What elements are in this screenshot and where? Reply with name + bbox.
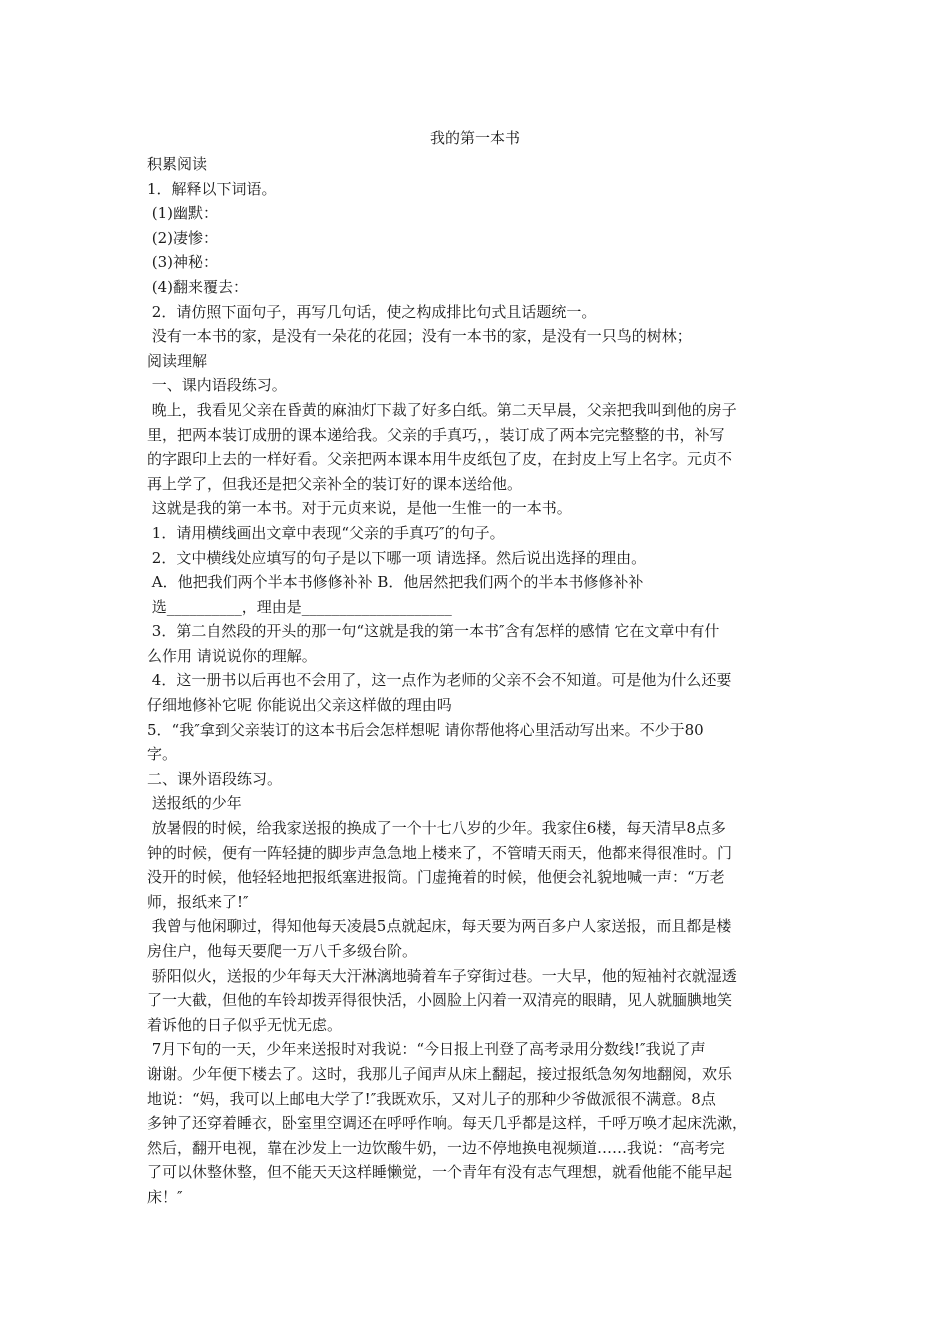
text-line: 着诉他的日子似乎无忧无虑。 (147, 1015, 343, 1034)
text-line: A．他把我们两个半本书修修补补 B．他居然把我们两个的半本书修修补补 (147, 573, 644, 592)
text-line: 多钟了还穿着睡衣，卧室里空调还在呼呼作响。每天几乎都是这样，千呼万唤才起床洗漱， (147, 1114, 748, 1133)
text-line: (1)幽默： (147, 204, 219, 223)
text-line: 7月下旬的一天，少年来送报时对我说：“今日报上刊登了高考录用分数线!″我说了声 (147, 1040, 706, 1059)
document-title: 我的第一本书 (429, 129, 520, 147)
text-line: 1．请用横线画出文章中表现“父亲的手真巧″的句子。 (147, 523, 505, 542)
text-line: 2．文中横线处应填写的句子是以下哪一项 请选择。然后说出选择的理由。 (147, 548, 647, 567)
text-line: 这就是我的第一本书。对于元贞来说，是他一生惟一的一本书。 (147, 499, 572, 518)
text-line: 没开的时候，他轻轻地把报纸塞进报筒。门虚掩着的时候，他便会礼貌地喊一声：“万老 (147, 868, 725, 887)
text-line: 2．请仿照下面句子，再写几句话，使之构成排比句式且话题统一。 (147, 302, 597, 321)
text-line: 了一大截，但他的车铃却拨弄得很快活，小圆脸上闪着一双清亮的眼睛，见人就腼腆地笑 (147, 991, 733, 1010)
text-line: 3．第二自然段的开头的那一句“这就是我的第一本书″含有怎样的感情 它在文章中有什 (147, 622, 720, 641)
text-line: 房住户，他每天要爬一万八千多级台阶。 (147, 942, 418, 960)
text-line: 床！″ (147, 1187, 183, 1206)
text-line: (3)神秘： (147, 253, 219, 272)
text-line: 地说：“妈，我可以上邮电大学了!″我既欢乐，又对儿子的那种少爷做派很不满意。8点 (147, 1089, 716, 1108)
text-line: (4)翻来覆去： (147, 277, 249, 296)
text-line: 然后，翻开电视，靠在沙发上一边饮酸牛奶，一边不停地换电视频道……我说：“高考完 (147, 1138, 725, 1157)
text-line: 师，报纸来了!″ (147, 892, 249, 911)
text-line: 骄阳似火，送报的少年每天大汗淋漓地骑着车子穿街过巷。一大早，他的短袖衬衣就湿透 (147, 966, 737, 985)
text-line: 送报纸的少年 (147, 794, 242, 813)
text-line: 字。 (147, 745, 178, 764)
text-line: 4．这一册书以后再也不会用了，这一点作为老师的父亲不会不知道。可是他为什么还要 (147, 671, 732, 690)
text-line: 积累阅读 (147, 155, 208, 173)
text-line: 1．解释以下词语。 (147, 179, 277, 198)
text-line: 一、课内语段练习。 (147, 376, 287, 395)
document-body (147, 152, 812, 1210)
text-line: 谢谢。少年便下楼去了。这时，我那儿子闻声从床上翻起，接过报纸急匆匆地翻阅，欢乐 (147, 1064, 733, 1083)
text-line: 仔细地修补它呢 你能说出父亲这样做的理由吗 (147, 696, 452, 715)
text-line: 二、课外语段练习。 (147, 769, 283, 788)
text-line: 的字跟印上去的一样好看。父亲把两本课本用牛皮纸包了皮，在封皮上写上名字。元贞不 (147, 450, 733, 469)
text-line: 钟的时候，便有一阵轻捷的脚步声急急地上楼来了，不管晴天雨天，他都来得很准时。门 (147, 843, 733, 862)
text-line: (2)凄惨： (147, 228, 219, 247)
text-line: 么作用 请说说你的理解。 (147, 646, 317, 665)
text-line: 了可以休整休整，但不能天天这样睡懒觉，一个青年有没有志气理想，就看他能不能早起 (147, 1163, 733, 1182)
text-line: 阅读理解 (147, 351, 208, 370)
text-line: 放暑假的时候，给我家送报的换成了一个十七八岁的少年。我家住6楼，每天清早8点多 (147, 819, 726, 838)
text-line: 晚上，我看见父亲在昏黄的麻油灯下裁了好多白纸。第二天早晨，父亲把我叫到他的房子 (147, 400, 737, 419)
text-line: 再上学了，但我还是把父亲补全的装订好的课本送给他。 (147, 474, 523, 493)
text-line: 没有一本书的家，是没有一朵花的花园；没有一本书的家，是没有一只鸟的树林； (147, 327, 692, 346)
text-line: 里，把两本装订成册的课本递给我。父亲的手真巧，，装订成了两本完完整整的书，补写 (147, 425, 725, 444)
text-line: 5．“我″拿到父亲装订的这本书后会怎样想呢 请你帮他将心里活动写出来。不少于80 (147, 720, 704, 739)
text-line: 我曾与他闲聊过，得知他每天凌晨5点就起床，每天要为两百多户人家送报，而且都是楼 (147, 917, 732, 936)
text-line: 选__________，理由是____________________ (147, 597, 452, 616)
